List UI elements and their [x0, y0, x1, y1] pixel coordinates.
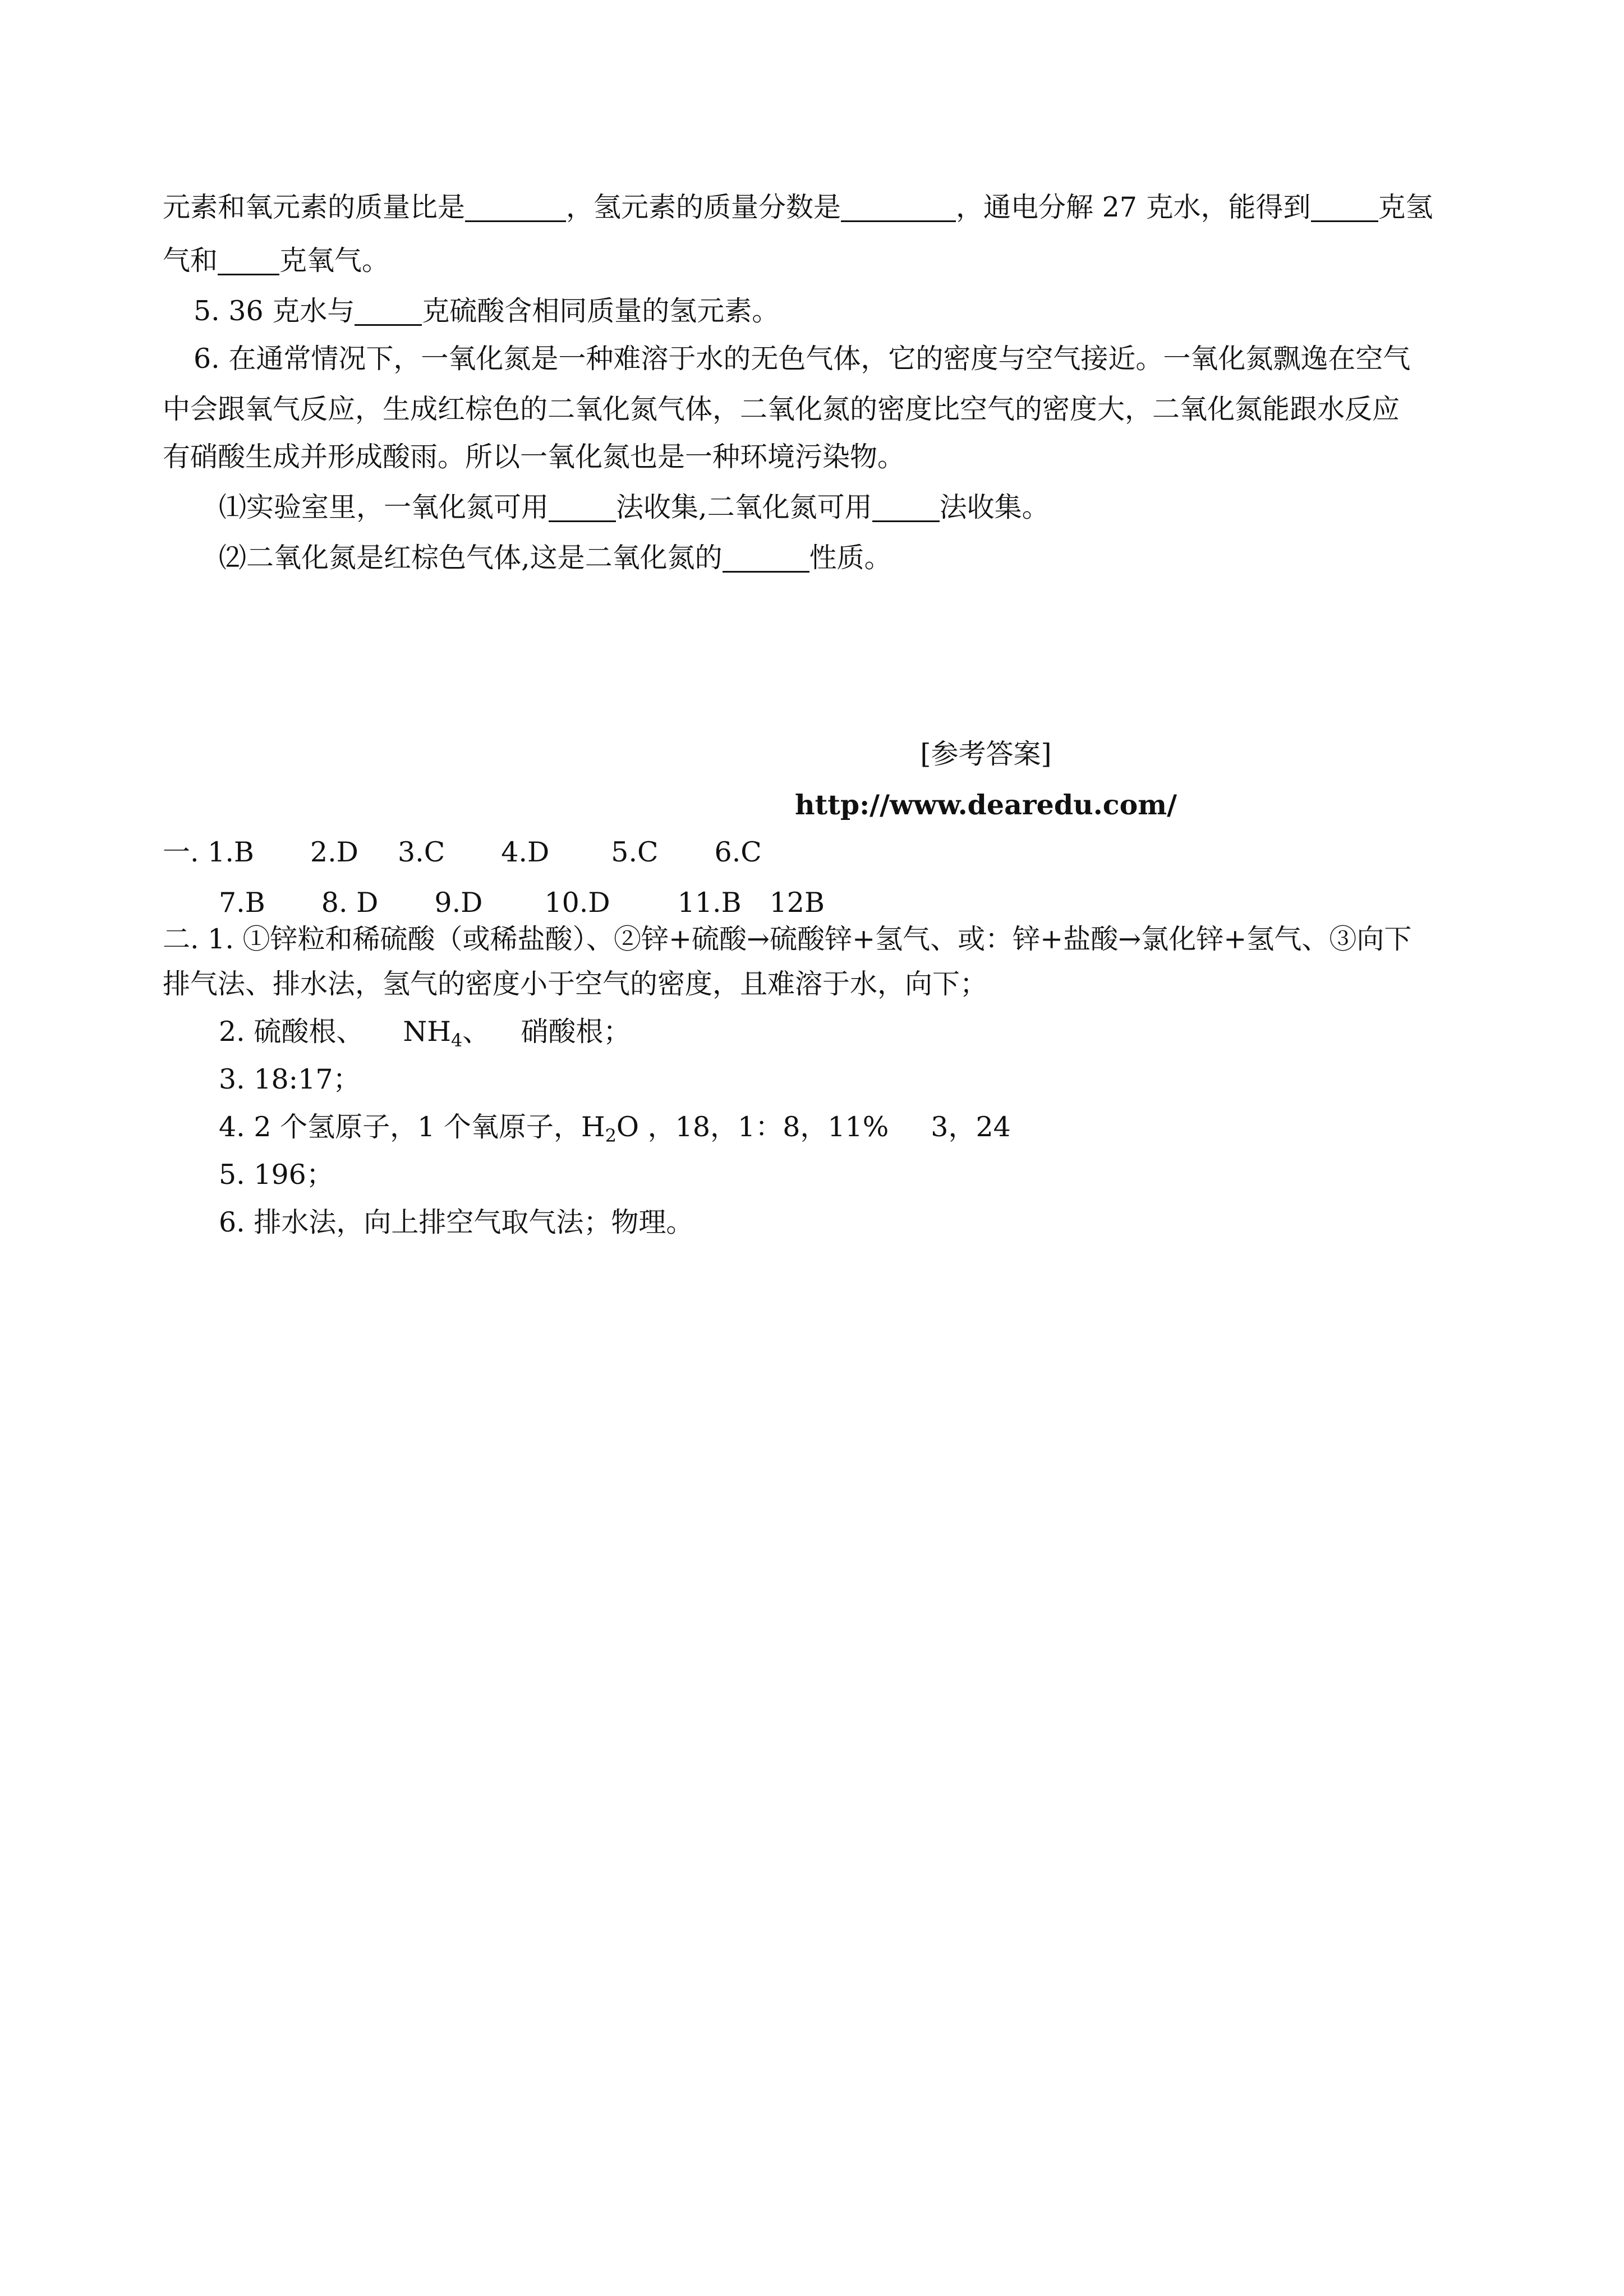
mc-answer: 12B	[769, 887, 825, 919]
mc-answer: 8. D	[321, 887, 379, 919]
question-5	[194, 289, 1456, 334]
answer-text: O ，18，1：8，11%	[616, 1111, 889, 1143]
question-4-line-1	[163, 185, 1456, 230]
mc-answer: 4.D	[501, 836, 550, 868]
question-6-sub-1	[219, 485, 1456, 530]
mc-answers-row-1	[163, 830, 1456, 875]
answers-heading: [参考答案]	[920, 738, 1052, 770]
mc-answer: 5.C	[611, 836, 659, 868]
answer-blank	[465, 192, 566, 222]
fill-answer-1-line-1: 二. 1. ①锌粒和稀硫酸（或稀盐酸）、②锌+硫酸→硫酸锌+氢气、或：锌+盐酸→氯化锌+氢气、③向下	[163, 923, 1412, 955]
source-url: http://www.dearedu.com/	[794, 789, 1177, 821]
fill-answer-2	[219, 1009, 1456, 1054]
question-6-line-2: 中会跟氧气反应，生成红棕色的二氧化氮气体，二氧化氮的密度比空气的密度大，二氧化氮能跟水反应	[163, 393, 1400, 425]
mc-answer: 一. 1.B	[163, 836, 254, 868]
question-text: ，通电分解 27 克水，能得到	[956, 191, 1311, 223]
answer-blank	[872, 492, 940, 522]
question-6-line-3: 有硝酸生成并形成酸雨。所以一氧化氮也是一种环境污染物。	[163, 441, 905, 473]
answer-text: 硝酸根；	[521, 1016, 631, 1048]
answer-text: 2. 硫酸根、	[219, 1016, 364, 1048]
answer-text: 4. 2 个氢原子，1 个氧原子，H	[219, 1111, 605, 1143]
question-text: 克硫酸含相同质量的氢元素。	[422, 295, 780, 327]
subscript: 4	[450, 1030, 463, 1051]
answer-text: 3，24	[931, 1111, 1011, 1143]
mc-answer: 2.D	[310, 836, 358, 868]
answer-blank	[355, 296, 422, 326]
fill-answer-6: 6. 排水法，向上排空气取气法；物理。	[219, 1206, 694, 1238]
question-text: 元素和氧元素的质量比是	[163, 191, 466, 223]
mc-answer: 7.B	[219, 887, 265, 919]
fill-answer-3: 3. 18:17；	[219, 1063, 361, 1095]
fill-answer-4	[219, 1105, 1456, 1150]
question-text: ⑵二氧化氮是红棕色气体,这是二氧化氮的	[219, 542, 723, 574]
question-6-sub-2	[219, 536, 1456, 580]
answer-text: NH	[403, 1016, 451, 1048]
question-6-line-1: 6. 在通常情况下，一氧化氮是一种难溶于水的无色气体，它的密度与空气接近。一氧化氮飘逸在空气	[194, 343, 1411, 375]
fill-answer-1-line-2: 排气法、排水法，氢气的密度小于空气的密度，且难溶于水，向下；	[163, 968, 988, 1000]
answer-blank	[1311, 192, 1378, 222]
answer-blank	[841, 192, 956, 222]
subscript: 2	[605, 1125, 617, 1146]
question-4-line-2	[163, 238, 1456, 283]
question-text: ，氢元素的质量分数是	[566, 191, 841, 223]
question-text: ⑴实验室里，一氧化氮可用	[219, 491, 549, 523]
question-text: 法收集。	[939, 491, 1050, 523]
question-text: 性质。	[809, 542, 892, 574]
question-text: 气和	[163, 245, 218, 276]
mc-answer: 11.B	[677, 887, 742, 919]
answer-blank	[549, 492, 616, 522]
answer-text: 、	[462, 1016, 490, 1048]
mc-answer: 3.C	[397, 836, 445, 868]
mc-answer: 10.D	[544, 887, 610, 919]
answer-blank	[218, 246, 279, 275]
mc-answer: 9.D	[434, 887, 483, 919]
mc-answer: 6.C	[714, 836, 762, 868]
answer-blank	[723, 543, 809, 573]
question-text: 克氢	[1378, 191, 1433, 223]
question-text: 5. 36 克水与	[194, 295, 355, 327]
question-text: 法收集,二氧化氮可用	[616, 491, 872, 523]
question-text: 克氧气。	[279, 245, 390, 276]
fill-answer-5: 5. 196；	[219, 1159, 334, 1191]
